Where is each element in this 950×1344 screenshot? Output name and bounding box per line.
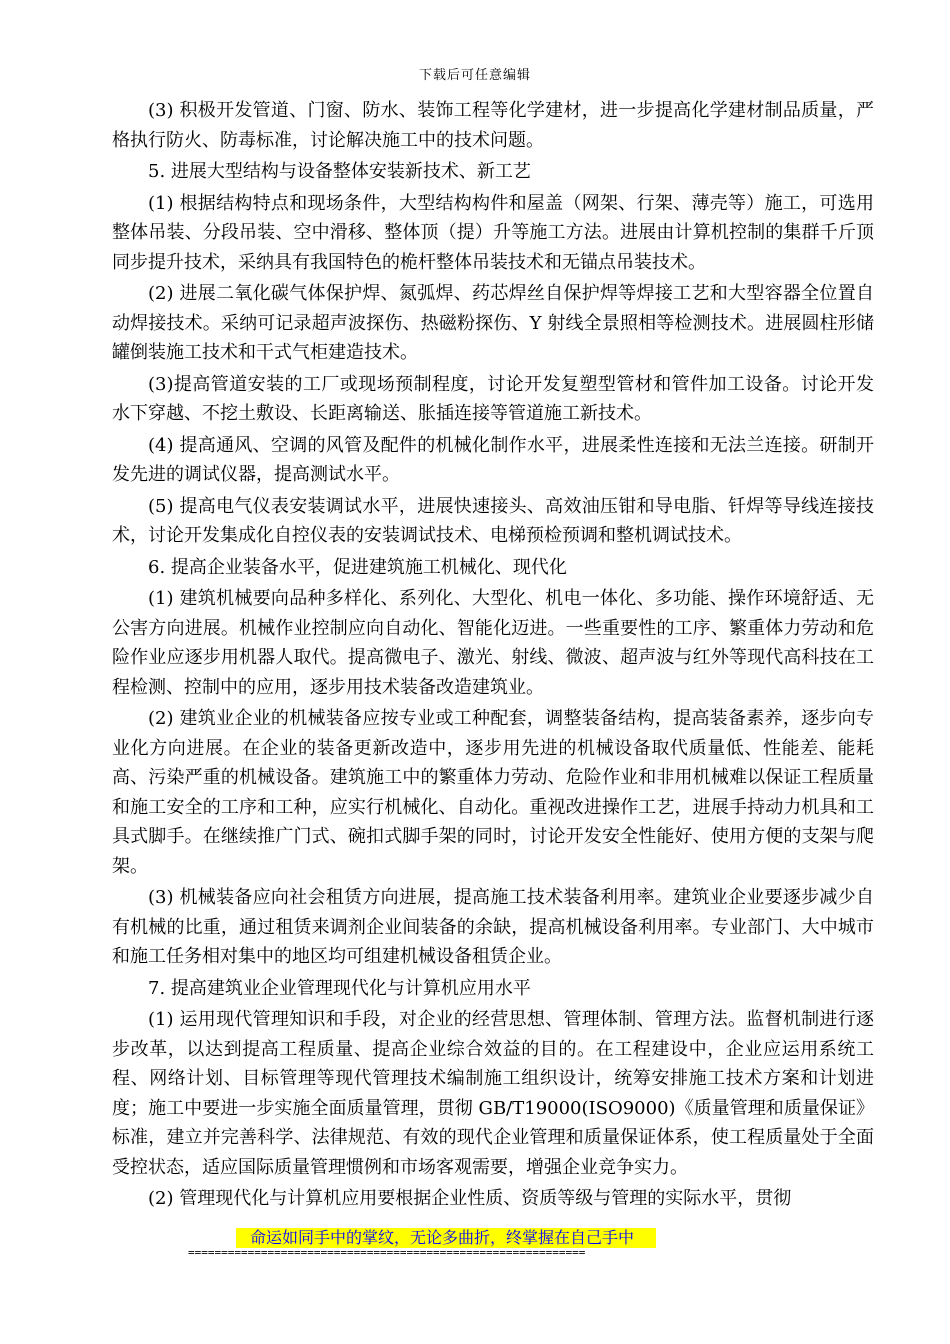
paragraph-3-chemical-materials: (3) 积极开发管道、门窗、防水、装饰工程等化学建材，进一步提高化学建材制品质量，严格执行防火、防毒标准，讨论解决施工中的技术问题。 <box>112 100 874 151</box>
document-body <box>112 96 874 1216</box>
paragraph-6-1: (1) 建筑机械要向品种多样化、系列化、大型化、机电一体化、多功能、操作环境舒适、无公害方向进展。机械作业控制应向自动化、智能化迈进。一些重要性的工序、繁重体力劳动和危险作业应逐步用机器人取代。提高微电子、激光、射线、微波、超声波与红外等现代高科技在工程检测、控制中的应用，逐步用技术装备改造建筑业。 <box>112 588 874 698</box>
header-note: 下载后可任意编辑 <box>418 68 531 83</box>
footer-rule: ============================================================ <box>188 1246 586 1259</box>
paragraph-5-3: (3)提高管道安装的工厂或现场预制程度，讨论开发复塑型管材和管件加工设备。讨论开发水下穿越、不挖土敷设、长距离输送、胀插连接等管道施工新技术。 <box>112 373 874 424</box>
section-heading-7: 7. 提高建筑业企业管理现代化与计算机应用水平 <box>148 977 531 999</box>
paragraph-7-1: (1) 运用现代管理知识和手段，对企业的经营思想、管理体制、管理方法。监督机制进行逐步改革，以达到提高工程质量、提高企业综合效益的目的。在工程建设中，企业应运用系统工程、网络计划、目标管理等现代管理技术编制施工组织设计，统筹安排施工技术方案和计划进度；施工中要进一步实施全面质量管理，贯彻 GB/T19000(ISO9000)《质量管理和质量保证》标准，建立并完善科学、法律规范、有效的现代企业管理和质量保证体系，使工程质量处于全面受控状态，适应国际质量管理惯例和市场客观需要，增强企业竞争实力。 <box>112 1009 874 1178</box>
paragraph-5-2: (2) 进展二氧化碳气体保护焊、氮弧焊、药芯焊丝自保护焊等焊接工艺和大型容器全位置自动焊接技术。采纳可记录超声波探伤、热磁粉探伤、Υ 射线全景照相等检测技术。进展圆柱形储罐倒装施工技术和干式气柜建造技术。 <box>112 283 874 363</box>
paragraph-6-2: (2) 建筑业企业的机械装备应按专业或工种配套，调整装备结构，提高装备素养，逐步向专业化方向进展。在企业的装备更新改造中，逐步用先进的机械设备取代质量低、性能差、能耗高、污染严重的机械设备。建筑施工中的繁重体力劳动、危险作业和非用机械难以保证工程质量和施工安全的工序和工种，应实行机械化、自动化。重视改进操作工艺，进展手持动力机具和工具式脚手。在继续推广门式、碗扣式脚手架的同时，讨论开发安全性能好、使用方便的支架与爬架。 <box>112 708 874 877</box>
paragraph-5-5: (5) 提高电气仪表安装调试水平，进展快速接头、高效油压钳和导电脂、钎焊等导线连接技术，讨论开发集成化自控仪表的安装调试技术、电梯预检预调和整机调试技术。 <box>112 495 874 546</box>
section-heading-5: 5. 进展大型结构与设备整体安装新技术、新工艺 <box>148 161 531 182</box>
paragraph-6-3: (3) 机械装备应向社会租赁方向进展，提高施工技术装备利用率。建筑业企业要逐步减少自有机械的比重，通过租赁来调剂企业间装备的余缺，提高机械设备利用率。专业部门、大中城市和施工任务相对集中的地区均可组建机械设备租赁企业。 <box>112 887 874 967</box>
paragraph-7-2: (2) 管理现代化与计算机应用要根据企业性质、资质等级与管理的实际水平，贯彻 <box>148 1188 792 1209</box>
paragraph-5-1: (1) 根据结构特点和现场条件，大型结构构件和屋盖（网架、行架、薄壳等）施工，可选用整体吊装、分段吊装、空中滑移、整体顶（提）升等施工方法。进展由计算机控制的集群千斤顶同步提升技术，采纳具有我国特色的桅杆整体吊装技术和无锚点吊装技术。 <box>112 192 874 273</box>
paragraph-5-4: (4) 提高通风、空调的风管及配件的机械化制作水平，进展柔性连接和无法兰连接。研制开发先进的调试仪器，提高测试水平。 <box>112 434 874 485</box>
section-heading-6: 6. 提高企业装备水平，促进建筑施工机械化、现代化 <box>148 556 567 578</box>
footer-motto: 命运如同手中的掌纹，无论多曲折，终掌握在自己手中 <box>236 1228 656 1248</box>
